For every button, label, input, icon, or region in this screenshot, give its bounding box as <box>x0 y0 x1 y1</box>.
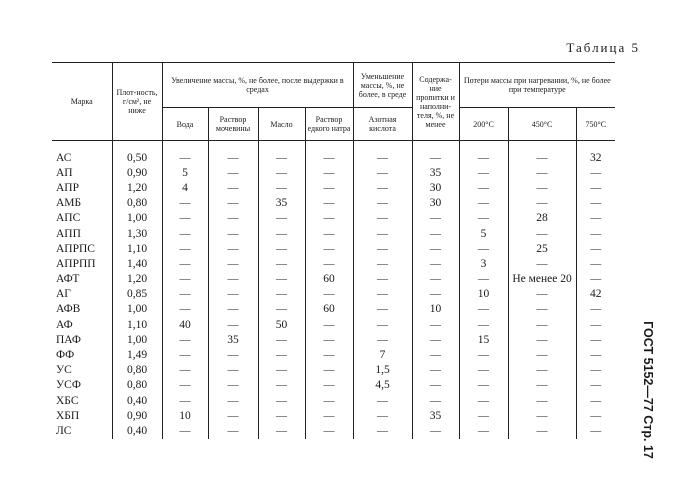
table-cell: 3 <box>459 256 508 271</box>
table-cell: — <box>162 423 208 438</box>
table-cell: — <box>459 141 508 166</box>
table-cell: — <box>412 241 459 256</box>
table-cell: — <box>412 423 459 438</box>
table-cell: 50 <box>258 317 305 332</box>
cell-density: 0,80 <box>112 196 162 211</box>
table-row <box>52 165 615 180</box>
table-cell: 35 <box>412 165 459 180</box>
table-cell: — <box>162 287 208 302</box>
cell-density: 1,00 <box>112 332 162 347</box>
table-row <box>52 408 615 423</box>
table-cell: — <box>258 287 305 302</box>
table-cell: — <box>208 211 258 226</box>
table-cell: — <box>412 272 459 287</box>
table-cell: Не менее 20 <box>508 272 576 287</box>
table-cell: — <box>162 196 208 211</box>
cell-mark: АПР <box>56 181 80 194</box>
table-cell: — <box>305 378 353 393</box>
table-cell: — <box>508 226 576 241</box>
table-cell: — <box>258 347 305 362</box>
table-row <box>52 196 615 211</box>
table-cell: — <box>162 302 208 317</box>
table-row <box>52 378 615 393</box>
cell-mark: ХБП <box>56 409 80 422</box>
table-cell: — <box>162 332 208 347</box>
cell-mark: АПРПС <box>56 242 95 255</box>
table-cell: — <box>162 393 208 408</box>
table-cell: — <box>258 378 305 393</box>
table-cell: — <box>305 256 353 271</box>
cell-density: 1,40 <box>112 256 162 271</box>
header-naoh: Раствор едкого натра <box>305 108 353 141</box>
cell-mark: АПП <box>56 227 81 240</box>
cell-mark: УСФ <box>56 379 81 392</box>
cell-density: 0,90 <box>112 408 162 423</box>
table-cell: 60 <box>305 272 353 287</box>
table-cell: 32 <box>576 141 615 166</box>
table-cell: — <box>576 363 615 378</box>
table-cell: — <box>305 211 353 226</box>
table-cell: 4,5 <box>353 378 412 393</box>
cell-density: 0,50 <box>112 141 162 166</box>
table-cell: — <box>508 302 576 317</box>
table-cell: — <box>305 165 353 180</box>
header-urea: Раствор мочевины <box>208 108 258 141</box>
table-cell: — <box>508 378 576 393</box>
table-cell: 42 <box>576 287 615 302</box>
table-cell: — <box>459 363 508 378</box>
table-cell: — <box>412 347 459 362</box>
cell-density: 1,10 <box>112 241 162 256</box>
table-cell: — <box>459 408 508 423</box>
table-cell: — <box>508 363 576 378</box>
table-row <box>52 393 615 408</box>
table-cell: — <box>162 226 208 241</box>
table-cell: — <box>208 378 258 393</box>
table-cell: — <box>305 141 353 166</box>
table-cell: — <box>412 141 459 166</box>
table-cell: — <box>508 408 576 423</box>
table-cell: 30 <box>412 180 459 195</box>
table-cell: — <box>412 287 459 302</box>
table-cell: — <box>162 256 208 271</box>
cell-density: 0,80 <box>112 378 162 393</box>
table-row <box>52 226 615 241</box>
table-cell: — <box>576 347 615 362</box>
table-row <box>52 347 615 362</box>
table-cell: — <box>353 302 412 317</box>
table-cell: 1,5 <box>353 363 412 378</box>
cell-density: 0,85 <box>112 287 162 302</box>
table-cell: — <box>576 241 615 256</box>
table-cell: — <box>208 408 258 423</box>
table-cell: — <box>412 363 459 378</box>
table-cell: — <box>305 408 353 423</box>
table-cell: 7 <box>353 347 412 362</box>
table-cell: — <box>305 226 353 241</box>
table-cell: — <box>459 211 508 226</box>
cell-density: 0,40 <box>112 393 162 408</box>
table-cell: — <box>508 141 576 166</box>
table-cell: — <box>208 141 258 166</box>
table-header <box>52 63 615 141</box>
table-cell: — <box>208 256 258 271</box>
table-cell: — <box>576 165 615 180</box>
cell-mark: ХБС <box>56 394 79 407</box>
table-cell: 4 <box>162 180 208 195</box>
table-cell: — <box>412 226 459 241</box>
table-cell: 15 <box>459 332 508 347</box>
cell-density: 0,40 <box>112 423 162 438</box>
table-cell: — <box>208 302 258 317</box>
cell-mark: УС <box>56 364 72 377</box>
table-cell: — <box>459 317 508 332</box>
table-row <box>52 241 615 256</box>
table-cell: — <box>459 378 508 393</box>
table-cell: — <box>576 408 615 423</box>
table-cell: — <box>412 332 459 347</box>
table-cell: — <box>353 241 412 256</box>
cell-mark: АПРПП <box>56 257 96 270</box>
table-cell: — <box>208 165 258 180</box>
table-body <box>52 141 615 439</box>
table-cell: — <box>208 180 258 195</box>
cell-density: 0,90 <box>112 165 162 180</box>
cell-density: 0,80 <box>112 363 162 378</box>
table-row <box>52 317 615 332</box>
table-cell: — <box>459 180 508 195</box>
table-cell: — <box>576 332 615 347</box>
table-cell: — <box>353 423 412 438</box>
table-cell: — <box>576 196 615 211</box>
table-cell: — <box>258 165 305 180</box>
cell-density: 1,00 <box>112 211 162 226</box>
header-density: Плот-ность, г/см², не ниже <box>112 63 162 141</box>
side-label-text: ГОСТ 5152—77 Стр. 17 <box>641 321 655 459</box>
table-cell: — <box>162 241 208 256</box>
table-cell: — <box>162 378 208 393</box>
table-cell: — <box>353 256 412 271</box>
table-cell: 10 <box>459 287 508 302</box>
table-cell: — <box>412 211 459 226</box>
header-nitric: Азотная кислота <box>353 108 412 141</box>
table-cell: — <box>353 141 412 166</box>
header-oil: Масло <box>258 108 305 141</box>
table-row <box>52 272 615 287</box>
table-cell: 60 <box>305 302 353 317</box>
header-mass-loss: Потери массы при нагревании, %, не более при температуре <box>459 63 615 108</box>
table-row <box>52 180 615 195</box>
table-cell: — <box>258 272 305 287</box>
cell-density: 1,30 <box>112 226 162 241</box>
table-row <box>52 211 615 226</box>
table-cell: 35 <box>258 196 305 211</box>
table-cell: — <box>208 287 258 302</box>
table-cell: — <box>208 241 258 256</box>
table-cell: 35 <box>412 408 459 423</box>
cell-density: 1,10 <box>112 317 162 332</box>
table-cell: — <box>576 226 615 241</box>
table-cell: — <box>162 347 208 362</box>
table-cell: — <box>258 302 305 317</box>
table-cell: — <box>508 332 576 347</box>
table-cell: — <box>353 211 412 226</box>
table-cell: — <box>576 393 615 408</box>
cell-mark: АФВ <box>56 303 81 316</box>
cell-mark: АФ <box>56 318 73 331</box>
table-cell: — <box>459 165 508 180</box>
table-cell: 5 <box>162 165 208 180</box>
table-cell: — <box>576 180 615 195</box>
table-cell: — <box>576 302 615 317</box>
table-cell: — <box>208 272 258 287</box>
table-cell: — <box>258 332 305 347</box>
cell-density: 1,20 <box>112 180 162 195</box>
table-row <box>52 256 615 271</box>
table-cell: — <box>258 408 305 423</box>
cell-mark: АФТ <box>56 273 80 286</box>
header-t450: 450°С <box>508 108 576 141</box>
table-cell: — <box>258 226 305 241</box>
table-cell: — <box>208 226 258 241</box>
table-cell: — <box>459 196 508 211</box>
table-cell: — <box>459 347 508 362</box>
table-cell: — <box>412 317 459 332</box>
table-cell: — <box>508 393 576 408</box>
table-cell: — <box>162 141 208 166</box>
table-cell: 28 <box>508 211 576 226</box>
table-cell: — <box>353 317 412 332</box>
table-cell: 35 <box>208 332 258 347</box>
table-cell: — <box>576 272 615 287</box>
table-cell: — <box>508 317 576 332</box>
cell-mark: ФФ <box>56 349 75 362</box>
table-cell: — <box>162 363 208 378</box>
table-cell: — <box>208 196 258 211</box>
table-cell: — <box>258 241 305 256</box>
table-cell: — <box>576 256 615 271</box>
table-cell: — <box>305 393 353 408</box>
table-cell: — <box>208 317 258 332</box>
table-cell: 10 <box>412 302 459 317</box>
table-cell: — <box>459 241 508 256</box>
cell-mark: АГ <box>56 288 71 301</box>
table-cell: — <box>576 211 615 226</box>
table-row <box>52 332 615 347</box>
table-cell: — <box>258 180 305 195</box>
table-cell: 40 <box>162 317 208 332</box>
table-cell: — <box>258 211 305 226</box>
table-cell: — <box>459 272 508 287</box>
table-cell: — <box>353 165 412 180</box>
table-cell: — <box>508 196 576 211</box>
table-row <box>52 363 615 378</box>
table-cell: — <box>508 180 576 195</box>
table-cell: — <box>305 317 353 332</box>
table-cell: — <box>353 272 412 287</box>
table-cell: — <box>353 196 412 211</box>
header-mass-increase: Увеличение массы, %, не более, после выдержки в средах <box>162 63 353 108</box>
table-cell: — <box>162 272 208 287</box>
table-cell: 25 <box>508 241 576 256</box>
cell-mark: АП <box>56 166 73 179</box>
table-cell: — <box>258 363 305 378</box>
table-cell: — <box>305 196 353 211</box>
table-cell: — <box>576 423 615 438</box>
table-caption: Таблица 5 <box>566 40 640 55</box>
table-cell: — <box>508 347 576 362</box>
table-cell: — <box>508 287 576 302</box>
table-cell: — <box>305 347 353 362</box>
table-cell: — <box>576 317 615 332</box>
table-cell: — <box>508 256 576 271</box>
header-t200: 200°С <box>459 108 508 141</box>
cell-mark: АМБ <box>56 197 82 210</box>
header-t750: 750°С <box>576 108 615 141</box>
table-cell: — <box>258 141 305 166</box>
table-cell: — <box>508 165 576 180</box>
table-cell: — <box>305 332 353 347</box>
table-cell: 30 <box>412 196 459 211</box>
table-row <box>52 423 615 438</box>
table-cell: — <box>258 256 305 271</box>
table-cell: — <box>353 393 412 408</box>
header-mark: Марка <box>52 63 112 141</box>
cell-mark: ЛС <box>56 424 72 437</box>
table-row <box>52 141 615 166</box>
side-label <box>630 320 666 460</box>
table-cell: — <box>353 180 412 195</box>
table-cell: — <box>305 180 353 195</box>
properties-table <box>52 62 615 439</box>
table-cell: — <box>305 241 353 256</box>
table-cell: — <box>305 363 353 378</box>
table-cell: 10 <box>162 408 208 423</box>
table-cell: — <box>412 256 459 271</box>
cell-mark: АПС <box>56 212 81 225</box>
table-cell: — <box>412 378 459 393</box>
table-cell: — <box>162 211 208 226</box>
table-cell: — <box>258 393 305 408</box>
table-cell: — <box>353 332 412 347</box>
table-cell: — <box>459 423 508 438</box>
table-cell: — <box>208 347 258 362</box>
header-mass-decrease: Уменьшение массы, %, не более, в среде <box>353 63 412 108</box>
table-cell: — <box>508 423 576 438</box>
header-water: Вода <box>162 108 208 141</box>
table-cell: — <box>353 226 412 241</box>
table-cell: — <box>208 393 258 408</box>
table-cell: 5 <box>459 226 508 241</box>
table-cell: — <box>305 423 353 438</box>
table-cell: — <box>459 302 508 317</box>
table-cell: — <box>353 287 412 302</box>
table-cell: — <box>459 393 508 408</box>
table-row <box>52 302 615 317</box>
table-cell: — <box>305 287 353 302</box>
table-cell: — <box>258 423 305 438</box>
cell-mark: АС <box>56 151 72 164</box>
cell-density: 1,49 <box>112 347 162 362</box>
cell-density: 1,00 <box>112 302 162 317</box>
table-cell: — <box>353 408 412 423</box>
table-cell: — <box>576 378 615 393</box>
header-content: Содержа-ние пропитки и наполни-теля, %, не менее <box>412 63 459 141</box>
table-cell: — <box>208 363 258 378</box>
cell-mark: ПАФ <box>56 333 81 346</box>
cell-density: 1,20 <box>112 272 162 287</box>
table-row <box>52 287 615 302</box>
table-cell: — <box>412 393 459 408</box>
table-cell: — <box>208 423 258 438</box>
